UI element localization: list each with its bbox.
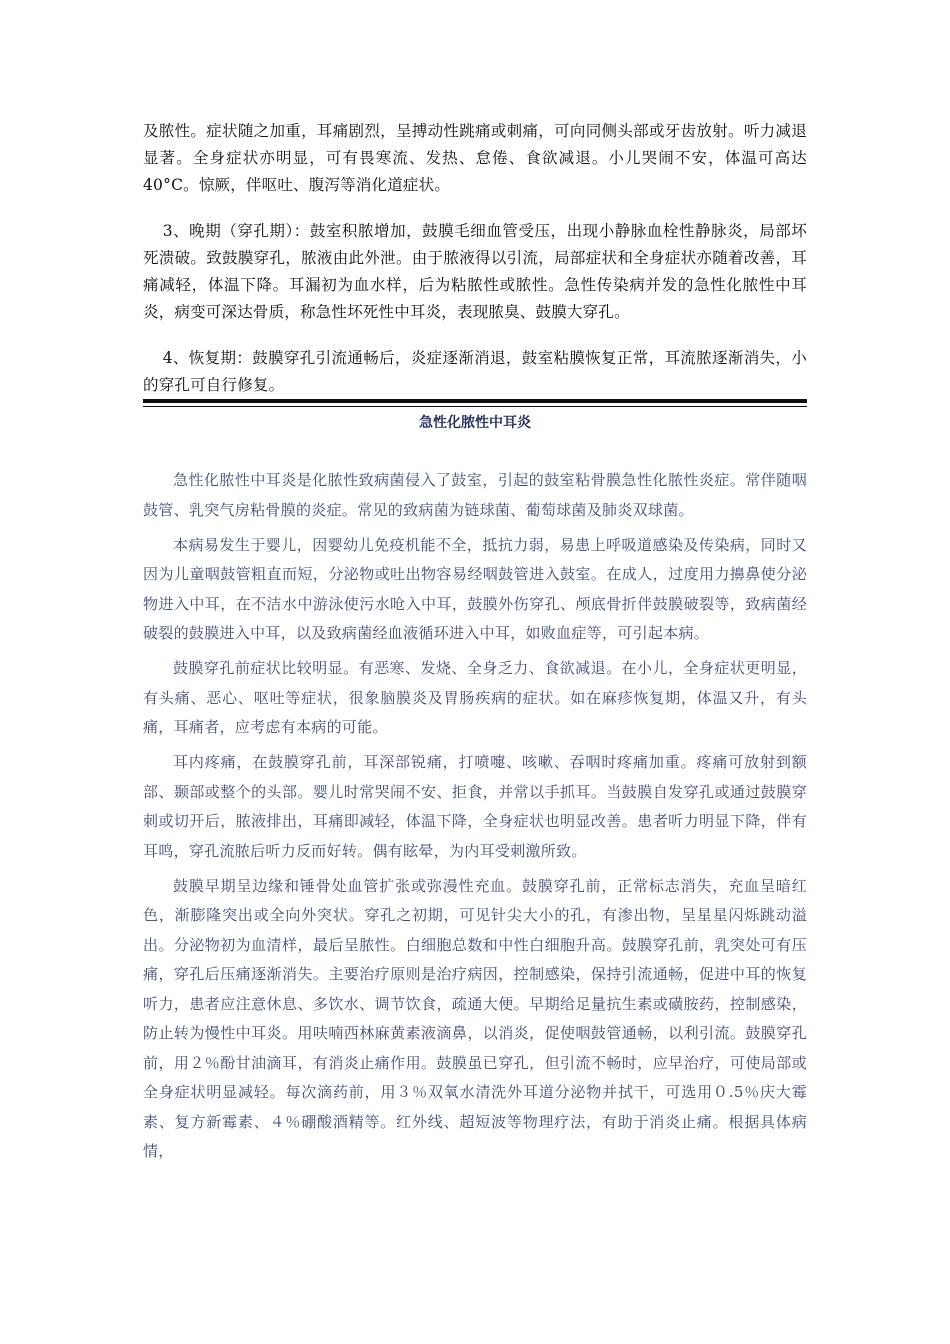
previous-section bbox=[143, 118, 807, 399]
article-paragraph: 本病易发生于婴儿，因婴幼儿免疫机能不全，抵抗力弱，易患上呼吸道感染及传染病，同时又因为儿童咽鼓管粗直而短，分泌物或吐出物容易经咽鼓管进入鼓室。在成人，过度用力擤鼻使分泌物进入中耳，在不洁水中游泳使污水呛入中耳，鼓膜外伤穿孔、颅底骨折伴鼓膜破裂等，致病菌经破裂的鼓膜进入中耳，以及致病菌经血液循环进入中耳，如败血症等，可引起本病。 bbox=[143, 535, 807, 642]
article-body bbox=[143, 466, 807, 1167]
section-divider-thin bbox=[143, 406, 807, 407]
stage-paragraph-recovery: 4、恢复期：鼓膜穿孔引流通畅后，炎症逐渐消退，鼓室粘膜恢复正常，耳流脓逐渐消失，小的穿孔可自行修复。 bbox=[143, 349, 807, 394]
article-paragraph: 鼓膜早期呈边缘和锤骨处血管扩张或弥漫性充血。鼓膜穿孔前，正常标志消失，充血呈暗红色，渐膨隆突出或全向外突状。穿孔之初期，可见针尖大小的孔，有渗出物，呈星星闪烁跳动溢出。分泌物初为血清样，最后呈脓性。白细胞总数和中性白细胞升高。鼓膜穿孔前，乳突处可有压痛，穿孔后压痛逐渐消失。主要治疗原则是治疗病因，控制感染，保持引流通畅，促进中耳的恢复听力，患者应注意休息、多饮水、调节饮食，疏通大便。早期给足量抗生素或磺胺药，控制感染，防止转为慢性中耳炎。用呋喃西林麻黄素液滴鼻，以消炎，促使咽鼓管通畅，以利引流。鼓膜穿孔前，用２％酚甘油滴耳，有消炎止痛作用。鼓膜虽已穿孔，但引流不畅时，应早治疗，可使局部或全身症状明显减轻。每次滴药前，用３％双氧水清洗外耳道分泌物并拭干，可选用０.5％庆大霉素、复方新霉素、４％硼酸酒精等。红外线、超短波等物理疗法，有助于消炎止痛。根据具体病情， bbox=[143, 876, 807, 1160]
article-title: 急性化脓性中耳炎 bbox=[419, 415, 531, 431]
article-paragraph: 急性化脓性中耳炎是化脓性致病菌侵入了鼓室，引起的鼓室粘骨膜急性化脓性炎症。常伴随咽鼓管、乳突气房粘骨膜的炎症。常见的致病菌为链球菌、葡萄球菌及肺炎双球菌。 bbox=[143, 471, 807, 519]
article-paragraph: 耳内疼痛，在鼓膜穿孔前，耳深部锐痛，打喷嚏、咳嗽、吞咽时疼痛加重。疼痛可放射到额部、颞部或整个的头部。婴儿时常哭闹不安、拒食，并常以手抓耳。当鼓膜自发穿孔或通过鼓膜穿刺或切开后，脓液排出，耳痛即减轻，体温下降，全身症状也明显改善。患者听力明显下降，伴有耳鸣，穿孔流脓后听力反而好转。偶有眩晕，为内耳受刺激所致。 bbox=[143, 753, 807, 860]
stage-paragraph-late: 3、晚期（穿孔期）：鼓室积脓增加，鼓膜毛细血管受压，出现小静脉血栓性静脉炎，局部坏死溃破。致鼓膜穿孔，脓液由此外泄。由于脓液得以引流，局部症状和全身症状亦随着改善，耳痛减轻，体温下降。耳漏初为血水样，后为粘脓性或脓性。急性传染病并发的急性化脓性中耳炎，病变可深达骨质，称急性坏死性中耳炎，表现脓臭、鼓膜大穿孔。 bbox=[143, 222, 807, 321]
stage-paragraph-continued: 及脓性。症状随之加重，耳痛剧烈，呈搏动性跳痛或刺痛，可向同侧头部或牙齿放射。听力减退显著。全身症状亦明显，可有畏寒流、发热、怠倦、食欲减退。小儿哭闹不安，体温可高达40°C。惊厥，伴呕吐、腹泻等消化道症状。 bbox=[143, 122, 807, 194]
article-paragraph: 鼓膜穿孔前症状比较明显。有恶寒、发烧、全身乏力、食欲减退。在小儿，全身症状更明显，有头痛、恶心、呕吐等症状，很象脑膜炎及胃肠疾病的症状。如在麻疹恢复期，体温又升，有头痛，耳痛者，应考虑有本病的可能。 bbox=[143, 659, 807, 736]
section-divider-thick bbox=[143, 399, 807, 403]
